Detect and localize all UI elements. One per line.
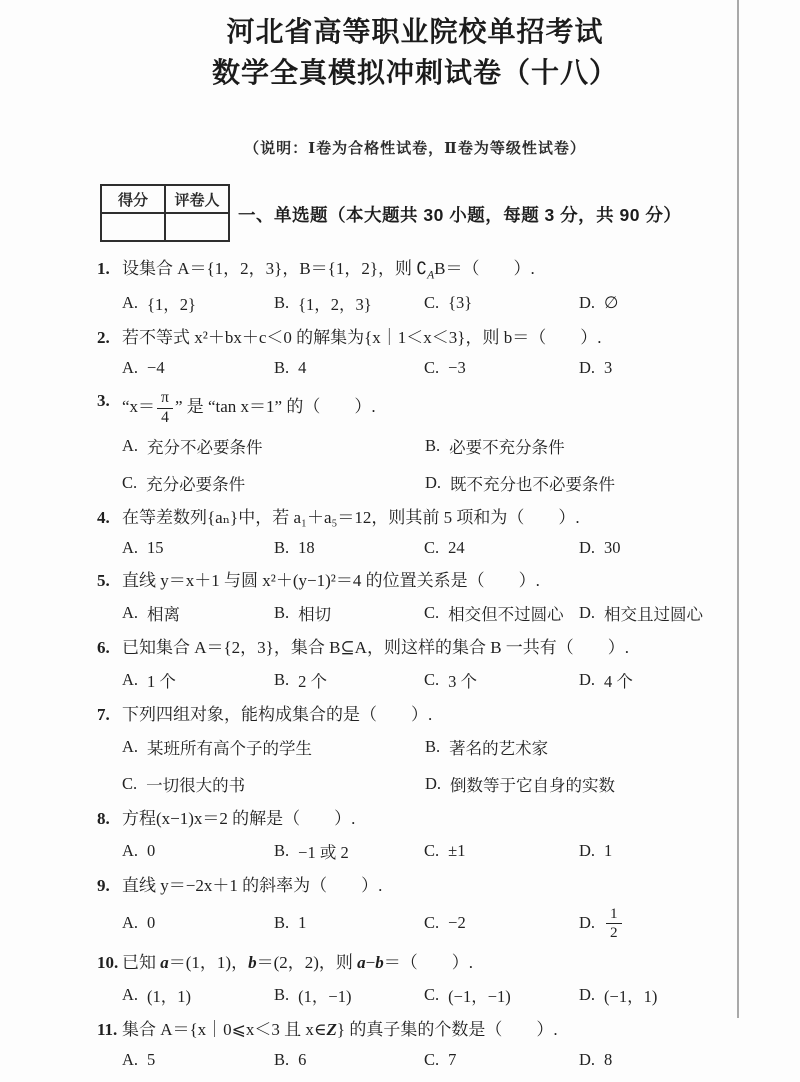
stem-text: 15: [147, 537, 164, 557]
stem-text: (1，1): [147, 987, 192, 1007]
stem-text: 24: [448, 537, 465, 557]
option-C: [424, 358, 579, 378]
stem-text: 相交且过圆心: [604, 604, 704, 624]
stem-text: 相切: [298, 604, 332, 624]
question-stem-line: [97, 507, 740, 530]
question-item-7: [0, 704, 740, 796]
stem-text: 方程(x−1)x＝2 的解是（ ）.: [122, 808, 356, 828]
question-stem-line: [97, 390, 740, 426]
option-text: [147, 735, 312, 759]
stem-text: 必要不充分条件: [449, 437, 565, 457]
option-D: [579, 1050, 740, 1070]
option-text: [147, 601, 180, 625]
option-label: C.: [424, 358, 440, 378]
option-B: [425, 434, 740, 458]
section-heading: 一、单选题（本大题共 30 小题，每题 3 分，共 90 分）: [238, 205, 682, 226]
option-A: [122, 358, 274, 378]
option-B: [274, 913, 424, 933]
option-label: B.: [274, 913, 290, 933]
option-label: A.: [122, 1050, 139, 1070]
stem-text: 已知: [122, 953, 161, 973]
option-C: [424, 913, 579, 933]
option-text: [147, 841, 155, 861]
stem-text: 若不等式 x²＋bx＋c＜0 的解集为{x｜1＜x＜3}，则 b＝（ ）.: [122, 328, 602, 348]
question-item-8: [0, 808, 740, 863]
question-number: 10.: [97, 953, 119, 973]
option-text: [147, 358, 165, 378]
question-stem: [122, 327, 601, 350]
option-B: [274, 983, 424, 1007]
option-text: [298, 668, 327, 692]
question-item-11: [0, 1019, 740, 1070]
stem-text: 3 个: [448, 671, 478, 691]
option-text: [298, 913, 306, 933]
option-label: B.: [425, 736, 441, 756]
options-row: [122, 735, 740, 796]
option-text: [604, 841, 612, 861]
question-item-9: [0, 875, 740, 941]
option-label: D.: [579, 293, 596, 313]
stem-text: −3: [448, 358, 466, 378]
stem-text: 1: [298, 913, 307, 933]
stem-text: −1 或 2: [298, 842, 349, 862]
stem-text: 倒数等于它自身的实数: [450, 775, 616, 795]
question-stem: [122, 808, 355, 831]
question-item-10: [0, 952, 740, 1007]
question-stem: [122, 952, 473, 975]
option-B: [274, 601, 424, 625]
option-text: [146, 772, 245, 796]
option-label: C.: [424, 1050, 440, 1070]
option-C: [122, 772, 425, 796]
bold-math-text: b: [375, 953, 384, 973]
option-label: D.: [579, 537, 596, 557]
option-A: [122, 291, 274, 315]
question-stem-line: [97, 570, 740, 593]
question-stem-line: [97, 637, 740, 660]
option-C: [424, 601, 579, 625]
option-label: D.: [579, 985, 596, 1005]
option-D: [579, 983, 740, 1007]
stem-text: 一切很大的书: [146, 775, 246, 795]
option-label: D.: [579, 602, 596, 622]
stem-text: B＝（ ）.: [434, 259, 535, 279]
option-label: A.: [122, 293, 139, 313]
option-text: [147, 538, 164, 558]
stem-text: ＝(1，1)，: [168, 953, 249, 973]
option-D: [425, 471, 740, 495]
question-item-6: [0, 637, 740, 692]
option-A: [122, 434, 425, 458]
question-item-4: [0, 507, 740, 558]
stem-text: 0: [147, 913, 156, 933]
option-D: [579, 668, 740, 692]
option-label: B.: [274, 985, 290, 1005]
fraction: [606, 906, 622, 941]
options-row: [122, 291, 740, 315]
option-label: B.: [274, 358, 290, 378]
option-label: A.: [122, 537, 139, 557]
stem-text: (−1，−1): [448, 987, 511, 1007]
option-label: A.: [122, 840, 139, 860]
option-text: [450, 471, 615, 495]
stem-text: (−1，1): [604, 987, 658, 1007]
question-number: 9.: [97, 875, 110, 895]
options-row: [122, 839, 740, 863]
stem-text: 30: [604, 537, 621, 557]
fraction: [157, 390, 173, 426]
option-B: [274, 358, 424, 378]
question-stem: [122, 507, 580, 530]
option-label: C.: [424, 537, 440, 557]
option-A: [122, 735, 425, 759]
option-text: [604, 906, 624, 941]
questions-list: [0, 258, 740, 1070]
stem-text: 相离: [147, 604, 181, 624]
question-number: 8.: [97, 808, 110, 828]
stem-text: 18: [298, 537, 315, 557]
option-text: [448, 601, 564, 625]
option-text: [449, 735, 548, 759]
option-text: [147, 291, 196, 315]
options-row: [122, 1050, 740, 1070]
stem-text: 在等差数列{aₙ}中，若 a₁＋a₅＝12，则其前 5 项和为（ ）.: [122, 507, 580, 527]
options-row: [122, 358, 740, 378]
option-label: D.: [579, 669, 596, 689]
option-label: D.: [579, 840, 596, 860]
stem-text: 直线 y＝x＋1 与圆 x²＋(y−1)²＝4 的位置关系是（ ）.: [122, 570, 540, 590]
option-D: [579, 293, 740, 313]
option-text: [298, 1050, 306, 1070]
question-stem: [122, 637, 629, 660]
option-label: A.: [122, 669, 139, 689]
stem-text: 下列四组对象，能构成集合的是（ ）.: [122, 704, 433, 724]
option-label: B.: [274, 293, 290, 313]
option-text: [448, 538, 465, 558]
option-label: D.: [579, 358, 596, 378]
stem-text: ” 是 “tan x＝1” 的（ ）.: [174, 396, 376, 416]
stem-text: 6: [298, 1050, 307, 1070]
options-row: [122, 538, 740, 558]
option-text: [298, 601, 331, 625]
option-text: [448, 668, 477, 692]
stem-text: 既不充分也不必要条件: [450, 474, 616, 494]
question-stem-line: [97, 875, 740, 898]
options-row: [122, 434, 740, 495]
question-stem-line: [97, 258, 740, 283]
stem-text: ＝(2，2)，则: [256, 953, 358, 973]
option-C: [122, 471, 425, 495]
option-label: C.: [122, 773, 138, 793]
option-label: B.: [274, 537, 290, 557]
option-label: D.: [425, 773, 442, 793]
option-text: [147, 983, 191, 1007]
option-A: [122, 841, 274, 861]
option-label: C.: [424, 913, 440, 933]
stem-text: −2: [448, 913, 466, 933]
option-D: [579, 841, 740, 861]
question-stem-line: [97, 952, 740, 975]
option-text: [298, 839, 349, 863]
question-number: 11.: [97, 1020, 118, 1040]
option-A: [122, 983, 274, 1007]
option-C: [424, 538, 579, 558]
option-text: [298, 538, 315, 558]
stem-text: 著名的艺术家: [449, 738, 549, 758]
option-text: [450, 772, 615, 796]
question-stem-line: [97, 1019, 740, 1042]
option-A: [122, 668, 274, 692]
options-row: [122, 601, 740, 625]
question-stem: [122, 570, 540, 593]
question-item-2: [0, 327, 740, 378]
bold-math-text: a: [160, 953, 169, 973]
exam-title-line1: 河北省高等职业院校单招考试: [226, 16, 604, 47]
option-D: [579, 538, 740, 558]
option-label: C.: [424, 293, 440, 313]
stem-text: } 的真子集的个数是（ ）.: [336, 1020, 558, 1040]
option-D: [425, 772, 740, 796]
option-text: [147, 668, 176, 692]
stem-text: {3}: [448, 293, 473, 313]
option-label: A.: [122, 736, 139, 756]
option-text: [448, 913, 466, 933]
options-row: [122, 668, 740, 692]
option-text: [448, 841, 465, 861]
option-text: [449, 434, 565, 458]
option-D: [579, 358, 740, 378]
question-number: 2.: [97, 328, 110, 348]
question-item-5: [0, 570, 740, 625]
option-A: [122, 601, 274, 625]
stem-text: {1，2，3}: [298, 295, 372, 315]
option-label: C.: [424, 669, 440, 689]
question-number: 3.: [97, 391, 110, 411]
stem-text: 设集合 A＝{1，2，3}，B＝{1，2}，则 ∁: [122, 259, 428, 279]
stem-text: 8: [604, 1050, 613, 1070]
score-table: [100, 184, 230, 242]
option-text: [604, 983, 657, 1007]
question-stem: [122, 1019, 558, 1042]
option-text: [604, 358, 612, 378]
exam-title-line2: 数学全真模拟冲刺试卷（十八）: [211, 56, 618, 88]
fraction-numerator: 1: [606, 906, 622, 924]
fraction-numerator: π: [157, 390, 173, 408]
option-B: [274, 538, 424, 558]
bold-math-text: Z: [326, 1020, 337, 1040]
question-number: 5.: [97, 570, 110, 590]
question-stem-line: [97, 808, 740, 831]
bold-math-text: b: [248, 953, 257, 973]
question-stem: [122, 390, 376, 426]
options-row: [122, 983, 740, 1007]
stem-text: ＝（ ）.: [383, 953, 473, 973]
stem-text: “x＝: [122, 396, 156, 416]
stem-text: 已知集合 A＝{2，3}，集合 B⊆A，则这样的集合 B 一共有（ ）.: [122, 637, 630, 657]
stem-text: 充分不必要条件: [147, 437, 263, 457]
question-number: 7.: [97, 704, 110, 724]
fraction-denominator: 2: [610, 923, 618, 941]
option-text: [448, 358, 466, 378]
option-A: [122, 1050, 274, 1070]
stem-text: 集合 A＝{x｜0⩽x＜3 且 x∈: [122, 1020, 327, 1040]
option-label: A.: [122, 985, 139, 1005]
score-table-cell-score: [101, 213, 165, 241]
stem-text: 0: [147, 840, 156, 860]
stem-text: {1，2}: [147, 295, 196, 315]
stem-text: 4: [298, 358, 307, 378]
question-item-1: [0, 258, 740, 315]
stem-text: 5: [147, 1050, 156, 1070]
option-A: [122, 913, 274, 933]
option-label: C.: [424, 602, 440, 622]
bold-math-text: a: [357, 953, 366, 973]
stem-text: ±1: [448, 840, 466, 860]
score-table-header-grader: 评卷人: [165, 185, 229, 213]
option-C: [424, 293, 579, 313]
option-label: C.: [424, 840, 440, 860]
option-B: [274, 668, 424, 692]
option-C: [424, 841, 579, 861]
option-B: [274, 291, 424, 315]
option-label: D.: [579, 913, 596, 933]
option-text: [298, 358, 306, 378]
option-B: [274, 1050, 424, 1070]
stem-text: 1: [604, 840, 613, 860]
option-text: [146, 471, 245, 495]
question-item-3: [0, 390, 740, 495]
question-number: 4.: [97, 507, 110, 527]
stem-text: −: [365, 953, 376, 973]
option-text: [604, 538, 621, 558]
options-row: [122, 906, 740, 941]
stem-text: (1，−1): [298, 987, 352, 1007]
question-stem: [122, 258, 535, 283]
option-text: [448, 293, 472, 313]
option-label: B.: [274, 840, 290, 860]
option-C: [424, 983, 579, 1007]
option-D: [579, 601, 740, 625]
option-B: [274, 839, 424, 863]
score-table-header-score: 得分: [101, 185, 165, 213]
option-text: [448, 983, 511, 1007]
option-text: [604, 1050, 612, 1070]
option-text: [298, 983, 351, 1007]
option-text: [448, 1050, 456, 1070]
exam-note: （说明：Ⅰ卷为合格性试卷，Ⅱ卷为等级性试卷）: [244, 141, 586, 158]
option-label: A.: [122, 602, 139, 622]
option-label: A.: [122, 358, 139, 378]
stem-text: −4: [147, 358, 165, 378]
option-text: [604, 668, 633, 692]
option-label: D.: [579, 1050, 596, 1070]
option-B: [425, 735, 740, 759]
option-label: C.: [122, 472, 138, 492]
stem-text: 某班所有高个子的学生: [147, 738, 313, 758]
option-text: [604, 293, 618, 313]
stem-text: 3: [604, 358, 613, 378]
option-text: [147, 434, 263, 458]
option-C: [424, 668, 579, 692]
option-text: [147, 913, 155, 933]
option-C: [424, 1050, 579, 1070]
question-stem-line: [97, 704, 740, 727]
question-stem: [122, 704, 432, 727]
score-table-cell-grader: [165, 213, 229, 241]
option-text: [298, 291, 372, 315]
option-label: D.: [425, 472, 442, 492]
option-label: B.: [274, 669, 290, 689]
stem-text: 充分必要条件: [146, 474, 246, 494]
option-text: [147, 1050, 155, 1070]
option-label: B.: [425, 435, 441, 455]
option-label: B.: [274, 602, 290, 622]
stem-text: 7: [448, 1050, 457, 1070]
option-label: A.: [122, 913, 139, 933]
stem-text: 1 个: [147, 671, 176, 691]
stem-text: 直线 y＝−2x＋1 的斜率为（ ）.: [122, 875, 383, 895]
option-text: [604, 601, 703, 625]
question-number: 1.: [97, 259, 110, 279]
option-label: B.: [274, 1050, 290, 1070]
section-row: [100, 184, 740, 242]
question-stem: [122, 875, 382, 898]
fraction-denominator: 4: [161, 408, 169, 426]
question-number: 6.: [97, 637, 110, 657]
stem-text: ∅: [604, 293, 619, 313]
subscript-text: A: [427, 268, 435, 282]
exam-title-block: [0, 12, 740, 93]
option-label: C.: [424, 985, 440, 1005]
option-A: [122, 538, 274, 558]
stem-text: 相交但不过圆心: [448, 604, 564, 624]
stem-text: 4 个: [604, 671, 633, 691]
option-D: [579, 906, 740, 941]
stem-text: 2 个: [298, 671, 328, 691]
option-label: A.: [122, 435, 139, 455]
question-stem-line: [97, 327, 740, 350]
